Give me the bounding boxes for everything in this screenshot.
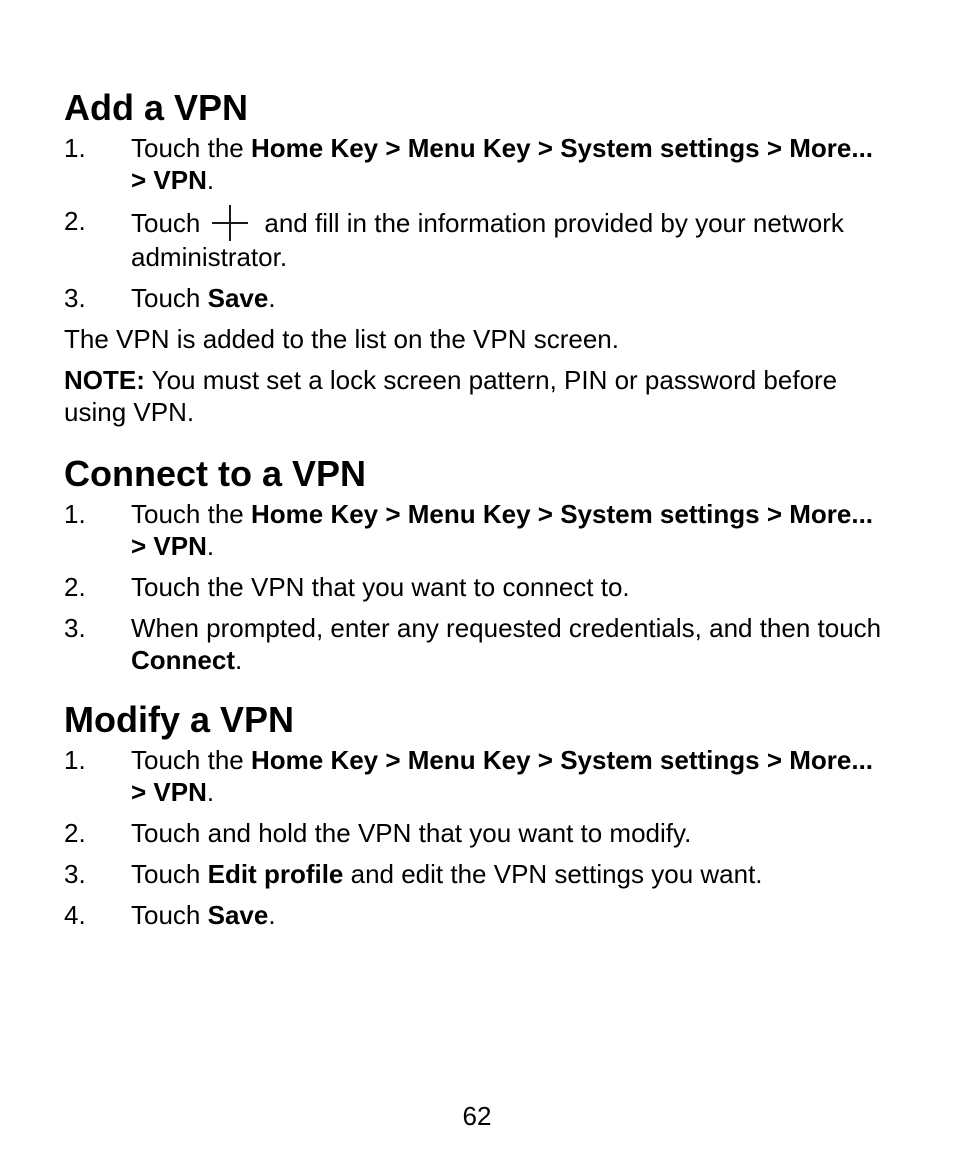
step-path: Home Key > Menu Key > System settings > More... > VPN	[131, 133, 874, 195]
add-vpn-steps	[64, 132, 894, 314]
plus-icon	[212, 205, 248, 241]
step-number: 1.	[64, 499, 86, 529]
step-number: 3.	[64, 859, 86, 889]
step-number: 3.	[64, 283, 86, 313]
step-text: Touch the	[131, 133, 251, 163]
step-text: Touch	[131, 900, 208, 930]
step-text-end: and edit the VPN settings you want.	[343, 859, 763, 889]
step-bold: Save	[207, 900, 269, 930]
list-item	[64, 571, 894, 603]
connect-vpn-steps	[64, 498, 894, 676]
step-number: 2.	[64, 572, 86, 602]
step-text-end: .	[206, 777, 215, 807]
step-number: 1.	[64, 745, 86, 775]
step-bold: Connect	[131, 645, 235, 675]
step-text: Touch	[131, 283, 208, 313]
step-number: 1.	[64, 133, 86, 163]
list-item	[64, 498, 894, 562]
heading-add-vpn: Add a VPN	[64, 87, 249, 128]
step-text: Touch	[131, 859, 208, 889]
list-item	[64, 858, 894, 890]
modify-vpn-steps	[64, 744, 894, 931]
section-connect-vpn	[64, 452, 894, 676]
list-item	[64, 282, 894, 314]
section-add-vpn	[64, 86, 894, 428]
step-number: 4.	[64, 900, 86, 930]
section-modify-vpn	[64, 698, 894, 931]
step-text: Touch the	[131, 745, 251, 775]
note-label: NOTE:	[64, 365, 145, 395]
step-text: Touch and hold the VPN that you want to modify.	[131, 818, 692, 848]
list-item	[64, 817, 894, 849]
note-paragraph	[64, 364, 894, 428]
step-text: Touch	[131, 208, 201, 238]
step-text-end: and fill in the information provided by your network administrator.	[131, 208, 844, 272]
heading-connect-vpn: Connect to a VPN	[64, 453, 367, 494]
step-number: 2.	[64, 818, 86, 848]
list-item	[64, 205, 894, 273]
step-text-end: .	[235, 645, 243, 675]
list-item	[64, 744, 894, 808]
step-bold: Edit profile	[207, 859, 344, 889]
manual-page	[64, 86, 894, 931]
step-number: 3.	[64, 613, 86, 643]
page-number: 62	[462, 1101, 492, 1131]
note-text: You must set a lock screen pattern, PIN or password before using VPN.	[64, 365, 838, 427]
step-text-end: .	[268, 283, 276, 313]
step-number: 2.	[64, 206, 86, 236]
list-item	[64, 899, 894, 931]
step-text-end: .	[206, 531, 215, 561]
step-path: Home Key > Menu Key > System settings > More... > VPN	[131, 499, 874, 561]
step-bold: Save	[207, 283, 269, 313]
step-path: Home Key > Menu Key > System settings > More... > VPN	[131, 745, 874, 807]
list-item	[64, 612, 894, 676]
step-text-end: .	[268, 900, 276, 930]
step-text: When prompted, enter any requested credentials, and then touch	[131, 613, 882, 643]
list-item	[64, 132, 894, 196]
heading-modify-vpn: Modify a VPN	[64, 699, 295, 740]
step-text: Touch the VPN that you want to connect to.	[131, 572, 630, 602]
vpn-added-paragraph: The VPN is added to the list on the VPN screen.	[64, 324, 619, 354]
step-text: Touch the	[131, 499, 251, 529]
step-text-end: .	[206, 165, 215, 195]
